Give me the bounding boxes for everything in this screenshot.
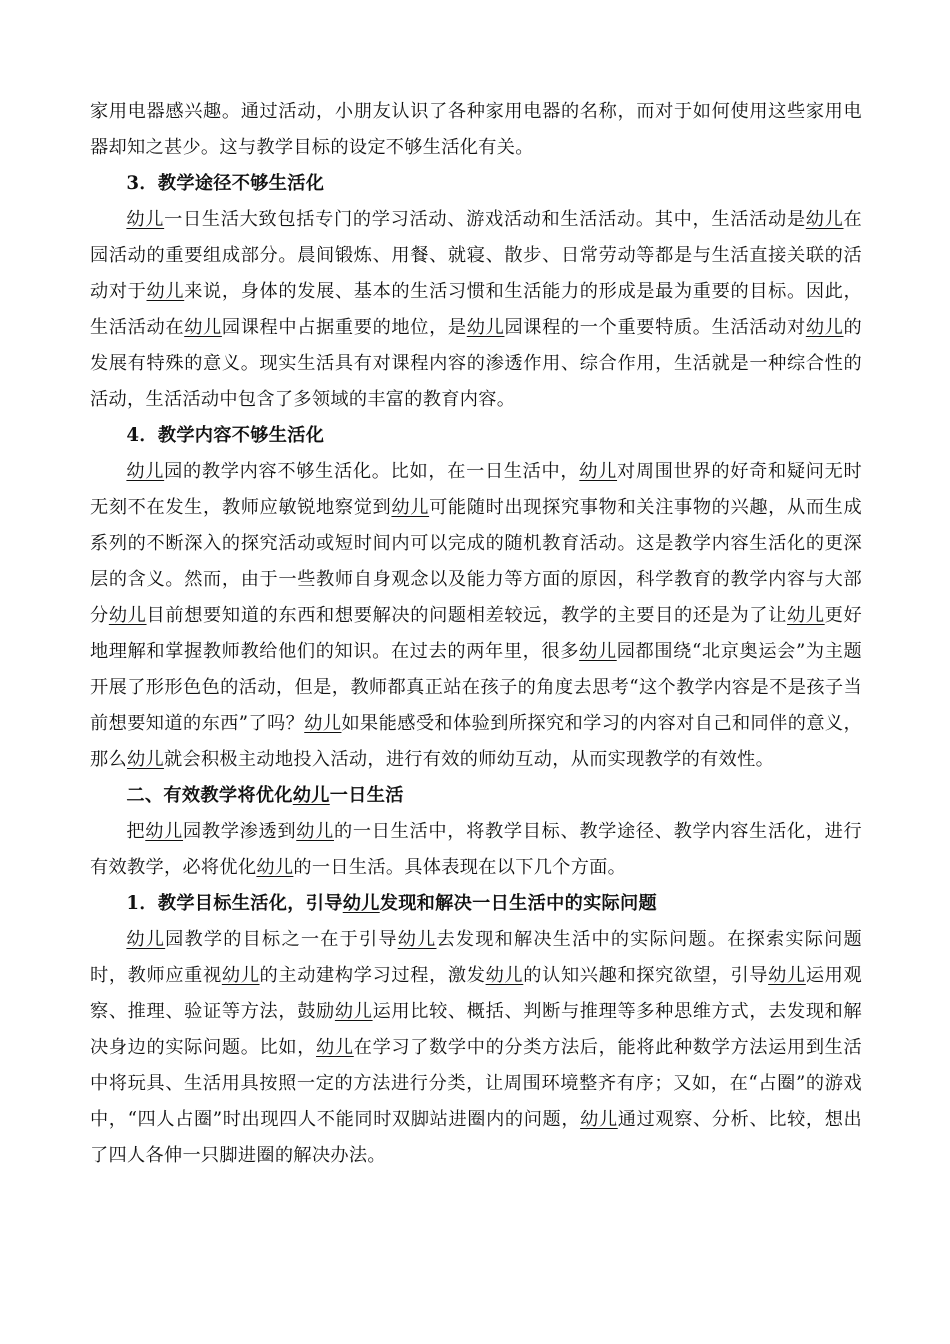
keyword-link[interactable]: 幼儿 bbox=[391, 497, 430, 518]
keyword-link[interactable]: 幼儿 bbox=[580, 1109, 618, 1130]
text-run: 对周围世界的好奇和疑问无时无刻不在发生，教师应敏锐地察觉到 bbox=[90, 461, 862, 518]
keyword-link[interactable]: 幼儿 bbox=[146, 281, 185, 302]
text-run: 的一日生活中，将教学目标、教学途径、教学内容生活化，进行有效教学，必将优化 bbox=[90, 821, 862, 878]
keyword-link[interactable]: 幼儿 bbox=[304, 713, 342, 734]
section-heading bbox=[90, 166, 862, 202]
text-run: 目前想要知道的东西和想要解决的问题相差较远，教学的主要目的还是为了让 bbox=[146, 605, 787, 626]
section-heading bbox=[90, 418, 862, 454]
keyword-link[interactable]: 幼儿 bbox=[184, 317, 222, 338]
text-run: 运用比较、概括、判断与推理等多种思维方式，去发现和解决身边的实际问题。比如， bbox=[90, 1001, 862, 1058]
keyword-link[interactable]: 幼儿 bbox=[805, 317, 844, 338]
text-run: 运用观察、推理、验证等方法，鼓励 bbox=[90, 965, 863, 1022]
keyword-link[interactable]: 幼儿 bbox=[126, 929, 166, 950]
text-run: 一日生活大致包括专门的学习活动、游戏活动和生活活动。其中，生活活动是 bbox=[164, 209, 806, 230]
keyword-link[interactable]: 幼儿 bbox=[145, 821, 184, 842]
keyword-link[interactable]: 幼儿 bbox=[256, 857, 294, 878]
body-paragraph bbox=[90, 202, 862, 418]
text-run: 在学习了数学中的分类方法后，能将此种数学方法运用到生活中将玩具、生活用具按照一定的方法进行分类，让周围环境整齐有序；又如，在“占圈”的游戏中，“四人占圈”时出现四人不能同时双脚站进圈内的问题， bbox=[90, 1037, 862, 1130]
keyword-link[interactable]: 幼儿 bbox=[296, 821, 334, 842]
text-run: 二、有效教学将优化 bbox=[126, 785, 293, 806]
text-run: 来说，身体的发展、基本的生活习惯和生活能力的形成是最为重要的目标。因此，生活活动在 bbox=[90, 281, 862, 338]
text-run: 一日生活 bbox=[329, 785, 404, 806]
text-run: 在园活动的重要组成部分。晨间锻炼、用餐、就寝、散步、日常劳动等都是与生活直接关联的活动对于 bbox=[90, 209, 862, 302]
text-run: 园的教学内容不够生活化。比如，在一日生活中， bbox=[164, 461, 580, 482]
keyword-link[interactable]: 幼儿 bbox=[786, 605, 825, 626]
body-paragraph bbox=[90, 454, 862, 778]
keyword-link[interactable]: 幼儿 bbox=[579, 461, 618, 482]
text-run: 4．教学内容不够生活化 bbox=[126, 425, 325, 446]
keyword-link[interactable]: 幼儿 bbox=[108, 605, 147, 626]
keyword-link[interactable]: 幼儿 bbox=[316, 1037, 354, 1058]
text-run: 更好地理解和掌握教师教给他们的知识。在过去的两年里，很多 bbox=[90, 605, 862, 662]
body-paragraph bbox=[90, 814, 862, 886]
text-run: 园课程的一个重要特质。生活活动对 bbox=[504, 317, 806, 338]
keyword-link[interactable]: 幼儿 bbox=[805, 209, 844, 230]
keyword-link[interactable]: 幼儿 bbox=[579, 641, 617, 662]
text-run: 就会积极主动地投入活动，进行有效的师幼互动，从而实现教学的有效性。 bbox=[163, 749, 775, 770]
text-run: 园课程中占据重要的地位，是 bbox=[221, 317, 467, 338]
text-run: 如果能感受和体验到所探究和学习的内容对自己和同伴的意义，那么 bbox=[90, 713, 862, 770]
keyword-link[interactable]: 幼儿 bbox=[485, 965, 524, 986]
keyword-link[interactable]: 幼儿 bbox=[126, 749, 164, 770]
section-heading bbox=[90, 778, 862, 814]
document-body bbox=[90, 94, 862, 1174]
text-run: 园教学的目标之一在于引导 bbox=[165, 929, 398, 950]
keyword-link[interactable]: 幼儿 bbox=[466, 317, 505, 338]
body-paragraph bbox=[90, 922, 862, 1174]
text-run: 可能随时出现探究事物和关注事物的兴趣，从而生成系列的不断深入的探究活动或短时间内可以完成的随机教育活动。这是教学内容生活化的更深层的含义。然而，由于一些教师自身观念以及能力等方面的原因，科学教育的教学内容与大部分 bbox=[90, 497, 862, 626]
keyword-link[interactable]: 幼儿 bbox=[292, 785, 330, 806]
text-run: 园都围绕“北京奥运会”为主题开展了形形色色的活动，但是，教师都真正站在孩子的角度去思考“这个教学内容是不是孩子当前想要知道的东西”了吗？ bbox=[90, 641, 862, 734]
keyword-link[interactable]: 幼儿 bbox=[126, 461, 165, 482]
text-run: 1．教学目标生活化，引导 bbox=[126, 893, 343, 914]
keyword-link[interactable]: 幼儿 bbox=[334, 1001, 373, 1022]
text-run: 去发现和解决生活中的实际问题。在探索实际问题时，教师应重视 bbox=[90, 929, 862, 986]
text-run: 发现和解决一日生活中的实际问题 bbox=[379, 893, 658, 914]
keyword-link[interactable]: 幼儿 bbox=[126, 209, 165, 230]
text-run: 通过观察、分析、比较，想出了四人各伸一只脚进圈的解决办法。 bbox=[90, 1109, 862, 1166]
keyword-link[interactable]: 幼儿 bbox=[768, 965, 806, 986]
keyword-link[interactable]: 幼儿 bbox=[342, 893, 380, 914]
text-run: 的一日生活。具体表现在以下几个方面。 bbox=[293, 857, 627, 878]
text-run: 园教学渗透到 bbox=[183, 821, 297, 842]
text-run: 把 bbox=[126, 821, 146, 842]
text-run: 家用电器感兴趣。通过活动，小朋友认识了各种家用电器的名称，而对于如何使用这些家用电器却知之甚少。这与教学目标的设定不够生活化有关。 bbox=[90, 101, 862, 158]
text-run: 的认知兴趣和探究欲望，引导 bbox=[523, 965, 769, 986]
section-heading bbox=[90, 886, 862, 922]
keyword-link[interactable]: 幼儿 bbox=[397, 929, 437, 950]
text-run: 的发展有特殊的意义。现实生活具有对课程内容的渗透作用、综合作用，生活就是一种综合性的活动，生活活动中包含了多领域的丰富的教育内容。 bbox=[90, 317, 863, 410]
text-run: 的主动建构学习过程，激发 bbox=[259, 965, 486, 986]
text-run: 3．教学途径不够生活化 bbox=[126, 173, 325, 194]
keyword-link[interactable]: 幼儿 bbox=[221, 965, 260, 986]
body-paragraph bbox=[90, 94, 862, 166]
